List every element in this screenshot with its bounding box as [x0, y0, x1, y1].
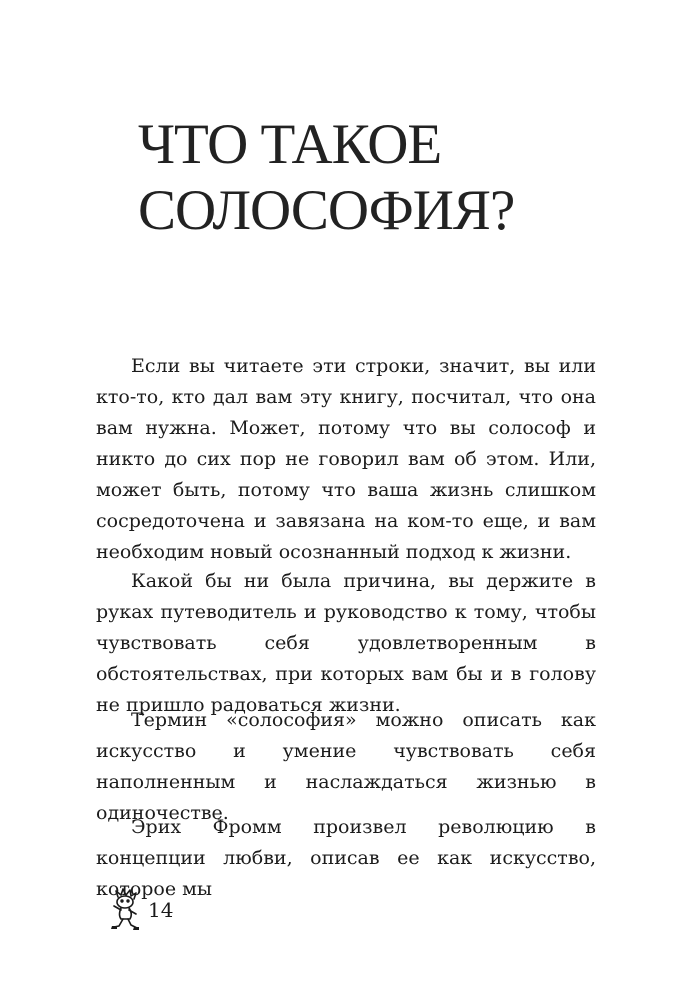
chapter-title-line-2: СОЛОСОФИЯ?: [138, 179, 515, 242]
chapter-title: [138, 112, 558, 244]
body-paragraph-4: Эрих Фромм произвел революцию в концепции любви, описав ее как искусство, которое мы: [96, 816, 596, 900]
body-paragraph-3: Термин «солософия» можно описать как искусство и умение чувствовать себя наполненным и наслаждаться жизнью в одиночестве.: [96, 709, 596, 824]
chapter-title-line-1: ЧТО ТАКОЕ: [138, 113, 442, 176]
body-paragraph-1: Если вы читаете эти строки, значит, вы или кто-то, кто дал вам эту книгу, посчитал, что она вам нужна. Может, потому что вы солософ и никто до сих пор не говорил вам об этом. Или, может быть, потому что ваша жизнь слишком сосредоточена и завязана на ком-то еще, и вам необходим новый осознанный подход к жизни.: [96, 355, 596, 563]
running-character-icon: [108, 888, 142, 932]
page-footer: [108, 888, 173, 932]
body-paragraph-2: Какой бы ни была причина, вы держите в руках путеводитель и руководство к тому, чтобы чувствовать себя удовлетворенным в обстоятельствах, при которых вам бы и в голову не пришло радоваться жизни.: [96, 570, 596, 716]
page-number: 14: [148, 898, 174, 922]
